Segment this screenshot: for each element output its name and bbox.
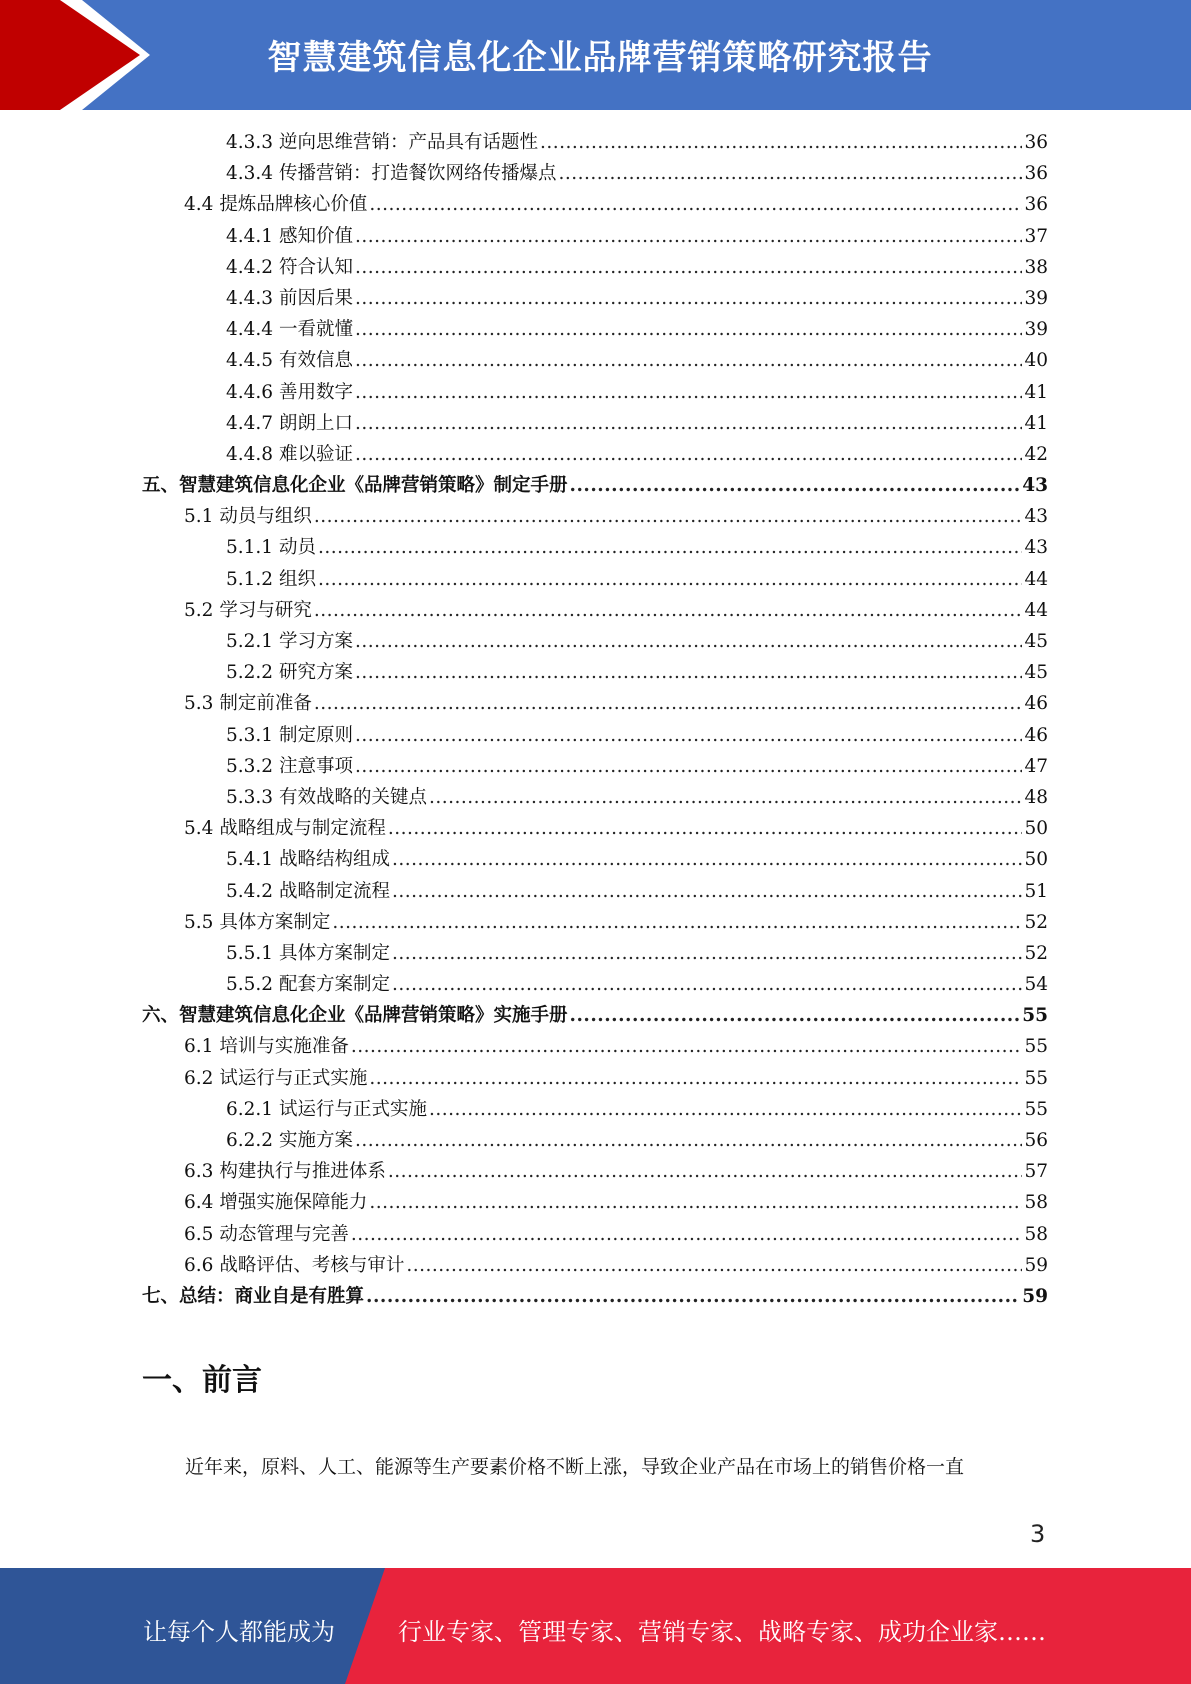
toc-entry-page: 55 xyxy=(1024,1067,1048,1089)
toc-dot-leader xyxy=(429,1094,1022,1125)
toc-chapter-entry[interactable] xyxy=(142,1281,1048,1312)
toc-entry-page: 59 xyxy=(1022,1285,1048,1307)
toc-entry-number: 七、 xyxy=(142,1285,180,1307)
toc-dot-leader xyxy=(355,439,1022,470)
toc-entry-title: 有效战略的关键点 xyxy=(278,786,427,808)
section-heading: 一、前言 xyxy=(142,1363,262,1398)
toc-entry[interactable] xyxy=(142,688,1048,719)
toc-entry-title: 战略制定流程 xyxy=(278,880,390,902)
toc-dot-leader xyxy=(351,1219,1023,1250)
toc-dot-leader xyxy=(318,564,1022,595)
toc-entry-title: 动态管理与完善 xyxy=(219,1223,349,1245)
toc-dot-leader xyxy=(570,1000,1021,1031)
toc-entry-number: 4.4.2 xyxy=(226,256,279,278)
toc-entry-number: 5.2 xyxy=(184,599,220,621)
toc-entry-number: 6.1 xyxy=(184,1036,220,1058)
toc-entry-number: 4.3.4 xyxy=(226,163,279,185)
toc-entry-title: 学习方案 xyxy=(278,631,353,652)
toc-dot-leader xyxy=(388,813,1023,844)
toc-entry[interactable] xyxy=(142,439,1048,470)
toc-entry-number: 5.4.1 xyxy=(226,849,279,871)
toc-entry-number: 5.3 xyxy=(184,693,220,715)
toc-entry[interactable] xyxy=(142,501,1048,532)
toc-entry[interactable] xyxy=(142,844,1048,875)
toc-entry-number: 5.4 xyxy=(184,818,220,840)
toc-entry[interactable] xyxy=(142,1094,1048,1125)
toc-entry[interactable] xyxy=(142,221,1048,252)
toc-entry-page: 40 xyxy=(1024,350,1048,372)
toc-entry-number: 五、 xyxy=(142,475,180,497)
toc-entry-number: 5.1 xyxy=(184,506,220,528)
toc-entry-number: 6.2.1 xyxy=(226,1098,279,1120)
toc-dot-leader xyxy=(406,1250,1022,1281)
toc-entry-page: 58 xyxy=(1024,1223,1048,1245)
toc-entry[interactable] xyxy=(142,657,1048,688)
toc-entry-title: 难以验证 xyxy=(278,443,353,465)
toc-entry[interactable] xyxy=(142,1250,1048,1281)
toc-entry-page: 44 xyxy=(1024,599,1048,621)
toc-dot-leader xyxy=(558,158,1022,189)
toc-dot-leader xyxy=(355,751,1022,782)
toc-entry-title: 组织 xyxy=(278,568,316,590)
toc-entry-page: 36 xyxy=(1024,163,1048,185)
toc-dot-leader xyxy=(351,1031,1023,1062)
toc-dot-leader xyxy=(392,969,1022,1000)
toc-entry-number: 5.2.1 xyxy=(226,631,279,652)
toc-entry[interactable] xyxy=(142,907,1048,938)
toc-entry-page: 52 xyxy=(1024,942,1048,964)
toc-entry[interactable] xyxy=(142,127,1048,158)
toc-entry-page: 51 xyxy=(1024,880,1048,902)
toc-entry-number: 4.4.8 xyxy=(226,443,279,465)
toc-entry[interactable] xyxy=(142,1219,1048,1250)
toc-entry-number: 4.4.4 xyxy=(226,319,279,341)
toc-entry-page: 52 xyxy=(1024,911,1048,933)
toc-entry-title: 有效信息 xyxy=(278,350,353,372)
toc-entry-page: 55 xyxy=(1024,1098,1048,1120)
toc-entry-number: 6.5 xyxy=(184,1223,220,1245)
toc-entry-page: 43 xyxy=(1022,475,1048,497)
toc-entry-title: 提炼品牌核心价值 xyxy=(219,194,368,216)
toc-entry-number: 5.5.1 xyxy=(226,942,279,964)
toc-entry-page: 43 xyxy=(1024,506,1048,528)
toc-entry-title: 构建执行与推进体系 xyxy=(219,1161,386,1183)
report-title: 智慧建筑信息化企业品牌营销策略研究报告 xyxy=(267,38,933,78)
toc-dot-leader xyxy=(570,470,1021,501)
toc-entry[interactable] xyxy=(142,345,1048,376)
toc-dot-leader xyxy=(355,314,1022,345)
toc-entry-title: 符合认知 xyxy=(278,256,353,278)
toc-entry-title: 一看就懂 xyxy=(278,319,353,341)
toc-entry-number: 6.6 xyxy=(184,1254,220,1276)
toc-entry-page: 36 xyxy=(1024,132,1048,153)
toc-entry-number: 4.4.7 xyxy=(226,412,279,434)
toc-entry-number: 5.3.1 xyxy=(226,724,279,746)
toc-entry-number: 6.2.2 xyxy=(226,1130,279,1151)
toc-dot-leader xyxy=(366,1281,1020,1312)
toc-entry-title: 增强实施保障能力 xyxy=(219,1192,368,1214)
toc-entry[interactable] xyxy=(142,158,1048,189)
toc-entry-page: 36 xyxy=(1024,194,1048,216)
footer-slogan-right: 行业专家、管理专家、营销专家、战略专家、成功企业家…… xyxy=(398,1618,1046,1646)
toc-entry-page: 50 xyxy=(1024,818,1048,840)
toc-entry-title: 具体方案制定 xyxy=(278,942,390,964)
toc-dot-leader xyxy=(355,626,1022,657)
toc-entry-page: 45 xyxy=(1024,662,1048,684)
toc-entry-number: 5.5 xyxy=(184,911,220,933)
toc-entry-page: 58 xyxy=(1024,1192,1048,1214)
toc-entry-title: 动员 xyxy=(278,537,316,559)
toc-entry-title: 战略评估、考核与审计 xyxy=(219,1254,405,1276)
toc-entry-number: 6.3 xyxy=(184,1161,220,1183)
toc-entry-page: 46 xyxy=(1024,693,1048,715)
toc-dot-leader xyxy=(355,1125,1022,1156)
toc-entry-page: 46 xyxy=(1024,724,1048,746)
toc-entry-number: 4.3.3 xyxy=(226,132,279,153)
toc-entry-title: 感知价值 xyxy=(278,225,353,247)
toc-entry-number: 5.5.2 xyxy=(226,974,279,996)
table-of-contents xyxy=(142,127,1048,1312)
toc-entry-title: 前因后果 xyxy=(278,287,353,309)
toc-entry-title: 配套方案制定 xyxy=(278,974,390,996)
toc-entry-title: 具体方案制定 xyxy=(219,911,331,933)
toc-entry-page: 38 xyxy=(1024,256,1048,278)
toc-entry-title: 战略组成与制定流程 xyxy=(219,818,386,840)
toc-dot-leader xyxy=(392,876,1022,907)
footer-banner xyxy=(0,1568,1191,1684)
toc-entry[interactable] xyxy=(142,938,1048,969)
toc-dot-leader xyxy=(314,688,1023,719)
toc-entry-title: 善用数字 xyxy=(278,381,353,403)
toc-entry-title: 总结：商业自是有胜算 xyxy=(179,1285,365,1307)
toc-dot-leader xyxy=(332,907,1022,938)
toc-entry-number: 5.1.1 xyxy=(226,537,279,559)
toc-entry-page: 43 xyxy=(1024,537,1048,559)
toc-entry-page: 57 xyxy=(1024,1161,1048,1183)
toc-entry-title: 智慧建筑信息化企业《品牌营销策略》实施手册 xyxy=(179,1005,568,1027)
toc-entry-number: 6.4 xyxy=(184,1192,220,1214)
toc-entry-page: 41 xyxy=(1024,412,1048,434)
toc-entry-number: 5.3.2 xyxy=(226,755,279,777)
toc-entry-page: 39 xyxy=(1024,319,1048,341)
toc-chapter-entry[interactable] xyxy=(142,1000,1048,1031)
toc-entry-page: 48 xyxy=(1024,786,1048,808)
toc-dot-leader xyxy=(540,127,1022,158)
toc-entry-page: 50 xyxy=(1024,849,1048,871)
toc-dot-leader xyxy=(355,252,1022,283)
toc-entry-title: 学习与研究 xyxy=(219,599,312,621)
toc-dot-leader xyxy=(355,345,1022,376)
toc-entry-page: 59 xyxy=(1024,1254,1048,1276)
toc-entry-page: 45 xyxy=(1024,631,1048,652)
toc-entry-page: 56 xyxy=(1024,1130,1048,1151)
toc-entry-title: 朗朗上口 xyxy=(278,412,353,434)
toc-dot-leader xyxy=(369,189,1022,220)
toc-entry-number: 4.4.1 xyxy=(226,225,279,247)
toc-entry-page: 55 xyxy=(1024,1036,1048,1058)
toc-entry-page: 39 xyxy=(1024,287,1048,309)
body-paragraph: 近年来，原料、人工、能源等生产要素价格不断上涨，导致企业产品在市场上的销售价格一直 xyxy=(185,1456,965,1478)
toc-entry-title: 研究方案 xyxy=(278,662,353,684)
toc-entry-page: 47 xyxy=(1024,755,1048,777)
toc-entry[interactable] xyxy=(142,1187,1048,1218)
toc-dot-leader xyxy=(369,1187,1022,1218)
toc-entry-title: 制定前准备 xyxy=(219,693,312,715)
toc-dot-leader xyxy=(392,938,1022,969)
toc-entry-page: 44 xyxy=(1024,568,1048,590)
toc-entry-title: 制定原则 xyxy=(278,724,353,746)
toc-entry[interactable] xyxy=(142,532,1048,563)
footer-slogan-left: 让每个人都能成为 xyxy=(143,1618,335,1646)
toc-entry-title: 动员与组织 xyxy=(219,506,312,528)
toc-entry-number: 4.4 xyxy=(184,194,220,216)
toc-entry[interactable] xyxy=(142,969,1048,1000)
toc-entry-title: 智慧建筑信息化企业《品牌营销策略》制定手册 xyxy=(179,475,568,497)
toc-entry-page: 54 xyxy=(1024,974,1048,996)
toc-entry-number: 六、 xyxy=(142,1005,180,1027)
toc-dot-leader xyxy=(388,1156,1023,1187)
toc-entry-title: 传播营销：打造餐饮网络传播爆点 xyxy=(278,163,557,185)
toc-dot-leader xyxy=(355,283,1022,314)
toc-entry[interactable] xyxy=(142,876,1048,907)
toc-entry-number: 4.4.6 xyxy=(226,381,279,403)
header-banner xyxy=(0,0,1191,110)
toc-entry-title: 试运行与正式实施 xyxy=(219,1067,368,1089)
toc-dot-leader xyxy=(355,221,1022,252)
toc-entry[interactable] xyxy=(142,1125,1048,1156)
toc-entry[interactable] xyxy=(142,720,1048,751)
toc-entry[interactable] xyxy=(142,1063,1048,1094)
toc-dot-leader xyxy=(318,532,1022,563)
toc-entry[interactable] xyxy=(142,1031,1048,1062)
toc-dot-leader xyxy=(355,720,1022,751)
toc-entry[interactable] xyxy=(142,189,1048,220)
toc-entry[interactable] xyxy=(142,626,1048,657)
toc-entry[interactable] xyxy=(142,751,1048,782)
toc-entry-page: 42 xyxy=(1024,443,1048,465)
toc-dot-leader xyxy=(355,657,1022,688)
toc-entry-number: 4.4.5 xyxy=(226,350,279,372)
toc-entry[interactable] xyxy=(142,1156,1048,1187)
toc-entry-number: 5.3.3 xyxy=(226,786,279,808)
toc-entry-number: 5.4.2 xyxy=(226,880,279,902)
toc-entry-number: 4.4.3 xyxy=(226,287,279,309)
toc-entry[interactable] xyxy=(142,408,1048,439)
toc-entry[interactable] xyxy=(142,782,1048,813)
page-number: 3 xyxy=(1030,1520,1046,1548)
toc-entry[interactable] xyxy=(142,314,1048,345)
toc-entry-title: 培训与实施准备 xyxy=(219,1036,349,1058)
toc-entry[interactable] xyxy=(142,252,1048,283)
toc-dot-leader xyxy=(314,501,1023,532)
toc-entry-title: 战略结构组成 xyxy=(278,849,390,871)
toc-entry-title: 注意事项 xyxy=(278,755,353,777)
toc-entry-title: 试运行与正式实施 xyxy=(278,1098,427,1120)
toc-entry-number: 5.2.2 xyxy=(226,662,279,684)
toc-entry-number: 5.1.2 xyxy=(226,568,279,590)
toc-entry-page: 55 xyxy=(1022,1005,1048,1027)
toc-dot-leader xyxy=(392,844,1022,875)
toc-entry-page: 41 xyxy=(1024,381,1048,403)
toc-entry-number: 6.2 xyxy=(184,1067,220,1089)
toc-entry[interactable] xyxy=(142,377,1048,408)
toc-entry[interactable] xyxy=(142,283,1048,314)
toc-dot-leader xyxy=(369,1063,1022,1094)
toc-dot-leader xyxy=(429,782,1022,813)
toc-entry[interactable] xyxy=(142,813,1048,844)
toc-dot-leader xyxy=(355,408,1022,439)
toc-dot-leader xyxy=(355,377,1022,408)
toc-chapter-entry[interactable] xyxy=(142,470,1048,501)
toc-entry[interactable] xyxy=(142,595,1048,626)
toc-dot-leader xyxy=(314,595,1023,626)
toc-entry-title: 逆向思维营销：产品具有话题性 xyxy=(278,132,538,153)
toc-entry-title: 实施方案 xyxy=(278,1130,353,1151)
toc-entry[interactable] xyxy=(142,564,1048,595)
toc-entry-page: 37 xyxy=(1024,225,1048,247)
